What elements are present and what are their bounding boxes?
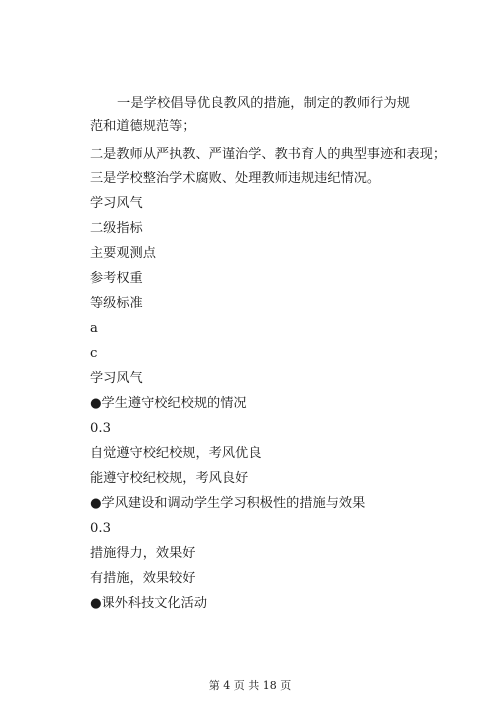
text-line: 0.3 <box>90 421 111 436</box>
bullet-item: ●学风建设和调动学生学习积极性的措施与效果 <box>90 496 366 511</box>
text-line: 二级指标 <box>90 221 143 236</box>
paragraph-teaching-style-measures: 一是学校倡导优良教风的措施，制定的教师行为规范和道德规范等； <box>90 96 410 134</box>
text-line: 学习风气 <box>90 371 143 386</box>
text-line: c <box>90 346 98 361</box>
text-line: 学习风气 <box>90 196 143 211</box>
bullet-item: ●课外科技文化活动 <box>90 596 208 611</box>
bullet-item: ●学生遵守校纪校规的情况 <box>90 396 247 411</box>
text-line: 0.3 <box>90 521 111 536</box>
text-line: 二是教师从严执教、严谨治学、教书育人的典型事迹和表现； <box>90 147 447 162</box>
text-line: 措施得力，效果好 <box>90 546 196 561</box>
text-line: 等级标准 <box>90 296 143 311</box>
text-line: 自觉遵守校纪校规，考风优良 <box>90 446 262 461</box>
text-line: 能遵守校纪校规，考风良好 <box>90 471 249 486</box>
text-line: 三是学校整治学术腐败、处理教师违规违纪情况。 <box>90 171 381 186</box>
page-footer: 第 4 页 共 18 页 <box>208 679 292 692</box>
text-line: 有措施，效果较好 <box>90 571 196 586</box>
text-line: 参考权重 <box>90 271 143 286</box>
text-line: a <box>90 321 98 336</box>
text-line: 主要观测点 <box>90 246 156 261</box>
